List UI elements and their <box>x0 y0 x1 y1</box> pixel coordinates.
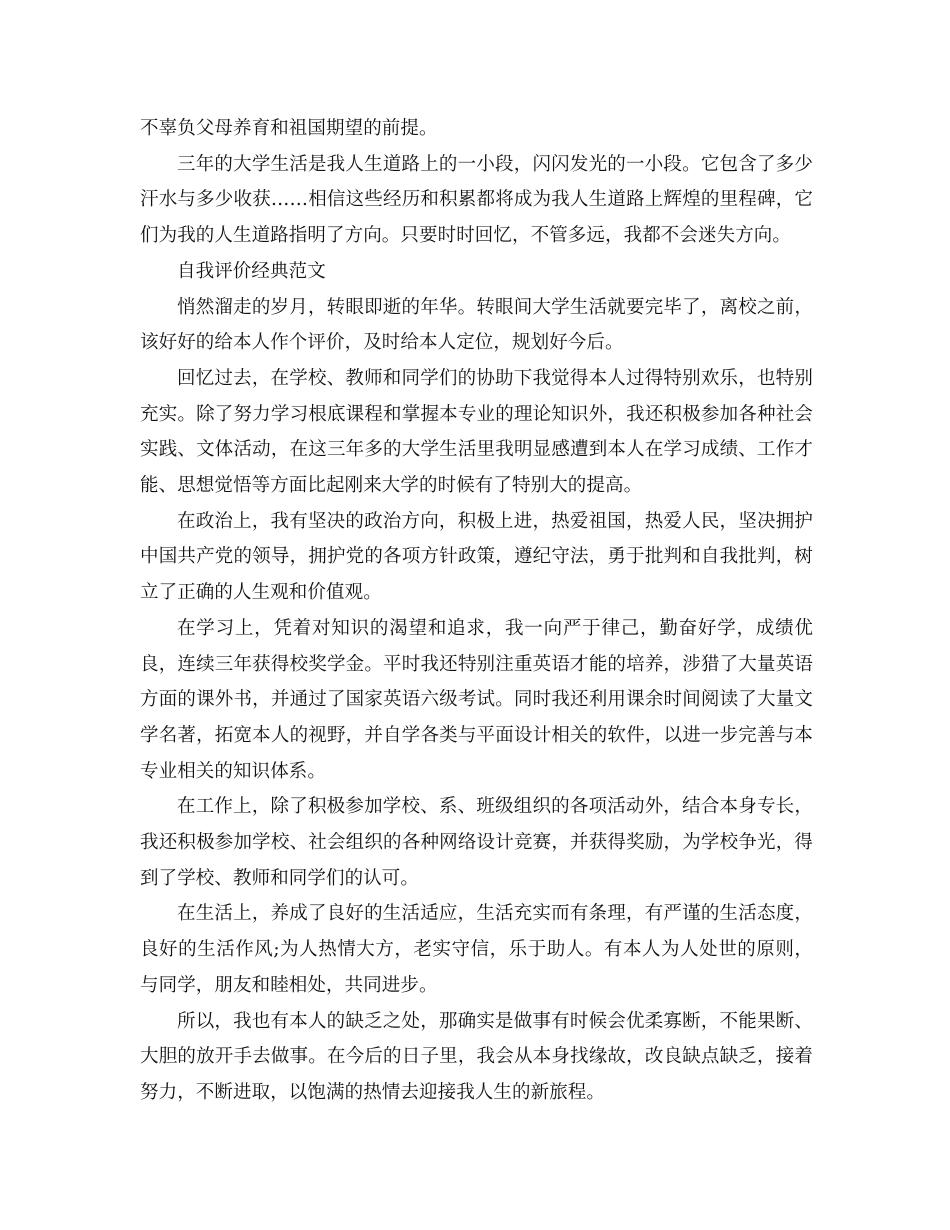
paragraph: 三年的大学生活是我人生道路上的一小段，闪闪发光的一小段。它包含了多少汗水与多少收获……相信这些经历和积累都将成为我人生道路上辉煌的里程碑，它们为我的人生道路指明了方向。只要时时回忆，不管多远，我都不会迷失方向。 <box>140 153 813 247</box>
paragraph-continuation: 不辜负父母养育和祖国期望的前提。 <box>140 118 438 139</box>
paragraph: 在学习上，凭着对知识的渴望和追求，我一向严于律己，勤奋好学，成绩优良，连续三年获得校奖学金。平时我还特别注重英语才能的培养，涉猎了大量英语方面的课外书，并通过了国家英语六级考试。同时我还利用课余时间阅读了大量文学名著，拓宽本人的视野，并自学各类与平面设计相关的软件，以进一步完善与本专业相关的知识体系。 <box>140 617 813 782</box>
paragraph: 所以，我也有本人的缺乏之处，那确实是做事有时候会优柔寡断，不能果断、大胆的放开手去做事。在今后的日子里，我会从本身找缘故，改良缺点缺乏，接着努力，不断进取，以饱满的热情去迎接我人生的新旅程。 <box>140 1010 813 1103</box>
paragraph: 悄然溜走的岁月，转眼即逝的年华。转眼间大学生活就要完毕了，离校之前，该好好的给本人作个评价，及时给本人定位，规划好今后。 <box>140 296 813 354</box>
paragraph: 回忆过去，在学校、教师和同学们的协助下我觉得本人过得特别欢乐，也特别充实。除了努力学习根底课程和掌握本专业的理论知识外，我还积极参加各种社会实践、文体活动，在这三年多的大学生活里我明显感遭到本人在学习成绩、工作才能、思想觉悟等方面比起刚来大学的时候有了特别大的提高。 <box>140 367 813 497</box>
paragraph: 在政治上，我有坚决的政治方向，积极上进，热爱祖国，热爱人民，坚决拥护中国共产党的领导，拥护党的各项方针政策，遵纪守法，勇于批判和自我批判，树立了正确的人生观和价值观。 <box>140 510 813 604</box>
section-heading: 自我评价经典范文 <box>177 260 326 282</box>
paragraph: 在生活上，养成了良好的生活适应，生活充实而有条理，有严谨的生活态度，良好的生活作风;为人热情大方，老实守信，乐于助人。有本人为人处世的原则，与同学，朋友和睦相处，共同进步。 <box>140 903 813 996</box>
document-body <box>140 111 813 1111</box>
paragraph: 在工作上，除了积极参加学校、系、班级组织的各项活动外，结合本身专长，我还积极参加学校、社会组织的各种网络设计竞赛，并获得奖励，为学校争光，得到了学校、教师和同学们的认可。 <box>140 796 813 889</box>
